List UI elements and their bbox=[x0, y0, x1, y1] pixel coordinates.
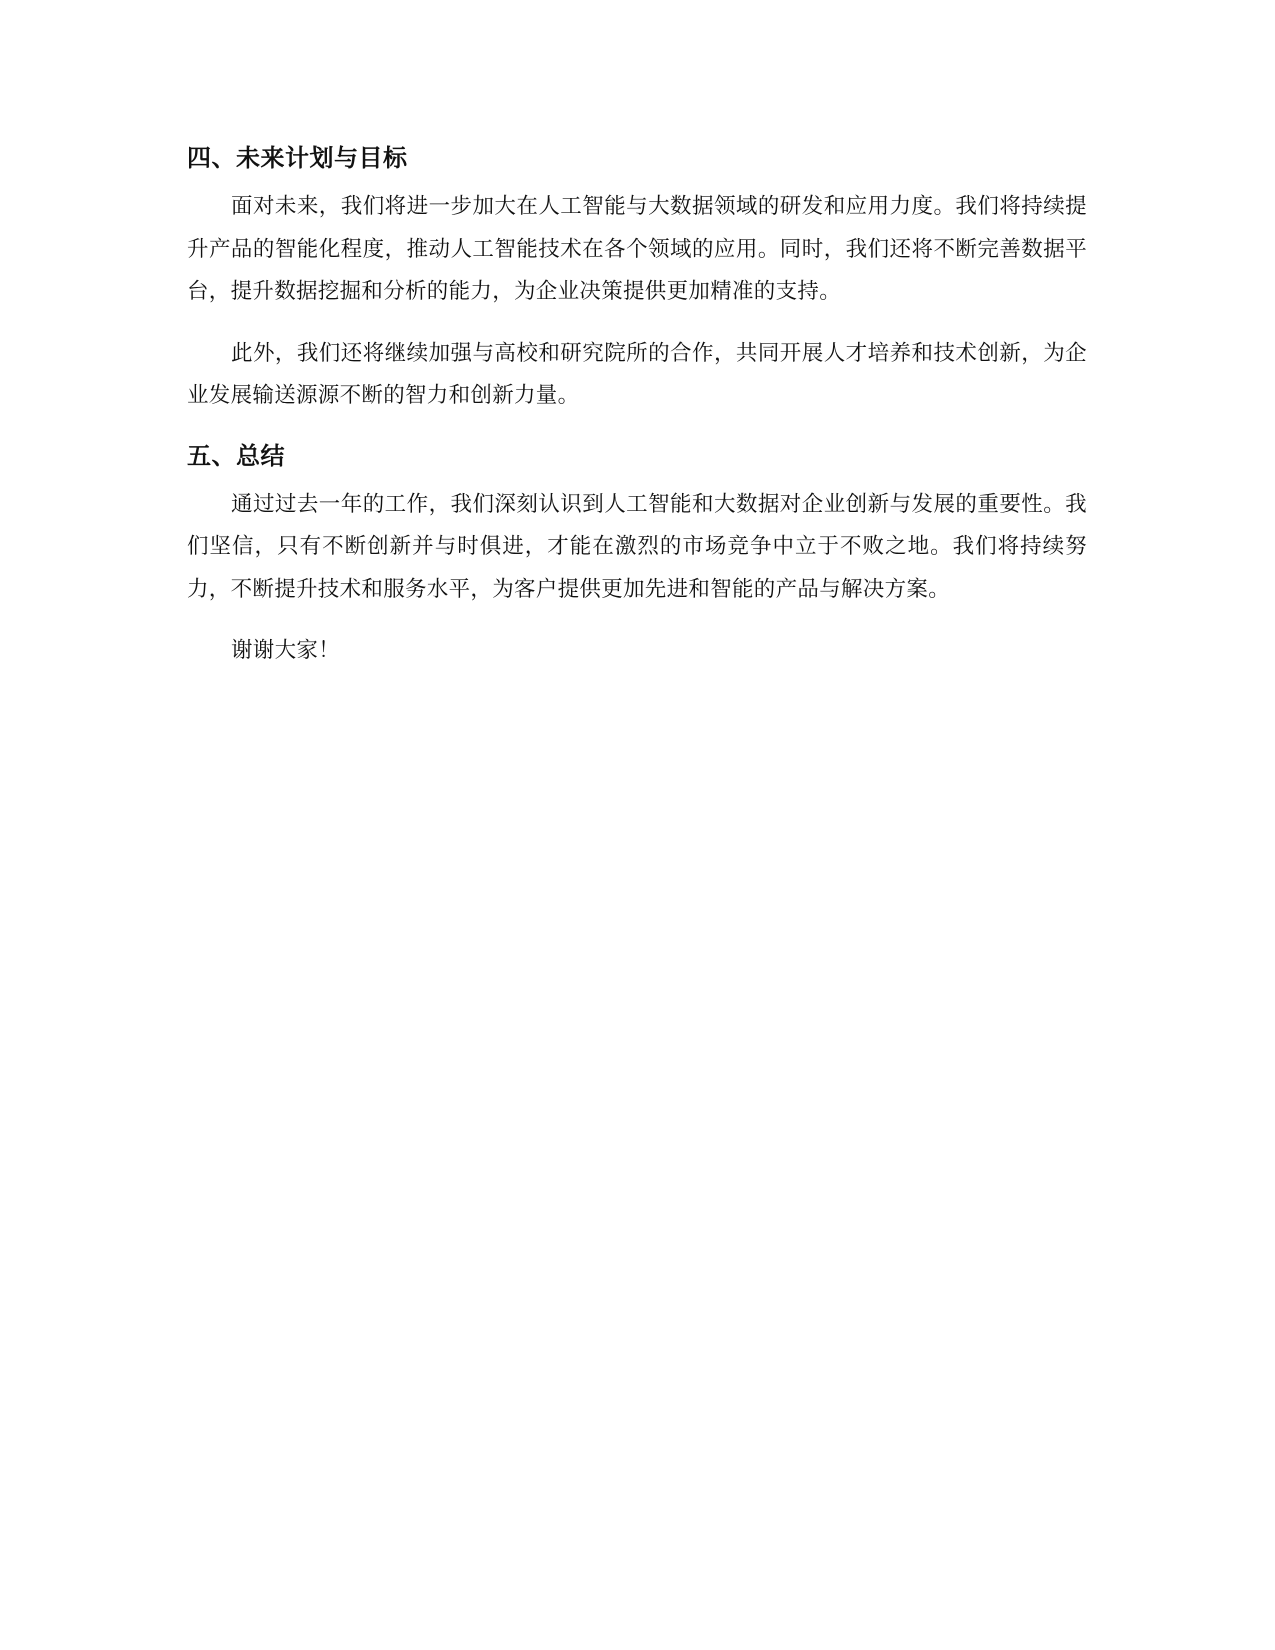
paragraph-summary-1: 通过过去一年的工作，我们深刻认识到人工智能和大数据对企业创新与发展的重要性。我们坚信，只有不断创新并与时俱进，才能在激烈的市场竞争中立于不败之地。我们将持续努力，不断提升技术和服务水平，为客户提供更加先进和智能的产品与解决方案。 bbox=[187, 491, 1087, 602]
paragraph-thanks: 谢谢大家！ bbox=[231, 638, 341, 663]
section-heading-future-plans: 四、未来计划与目标 bbox=[187, 144, 408, 172]
paragraph-future-plans-1: 面对未来，我们将进一步加大在人工智能与大数据领域的研发和应用力度。我们将持续提升产品的智能化程度，推动人工智能技术在各个领域的应用。同时，我们还将不断完善数据平台，提升数据挖掘和分析的能力，为企业决策提供更加精准的支持。 bbox=[187, 194, 1087, 304]
paragraph-future-plans-2: 此外，我们还将继续加强与高校和研究院所的合作，共同开展人才培养和技术创新，为企业发展输送源源不断的智力和创新力量。 bbox=[187, 340, 1087, 408]
document-body bbox=[187, 140, 1087, 673]
section-heading-summary: 五、总结 bbox=[187, 441, 285, 470]
